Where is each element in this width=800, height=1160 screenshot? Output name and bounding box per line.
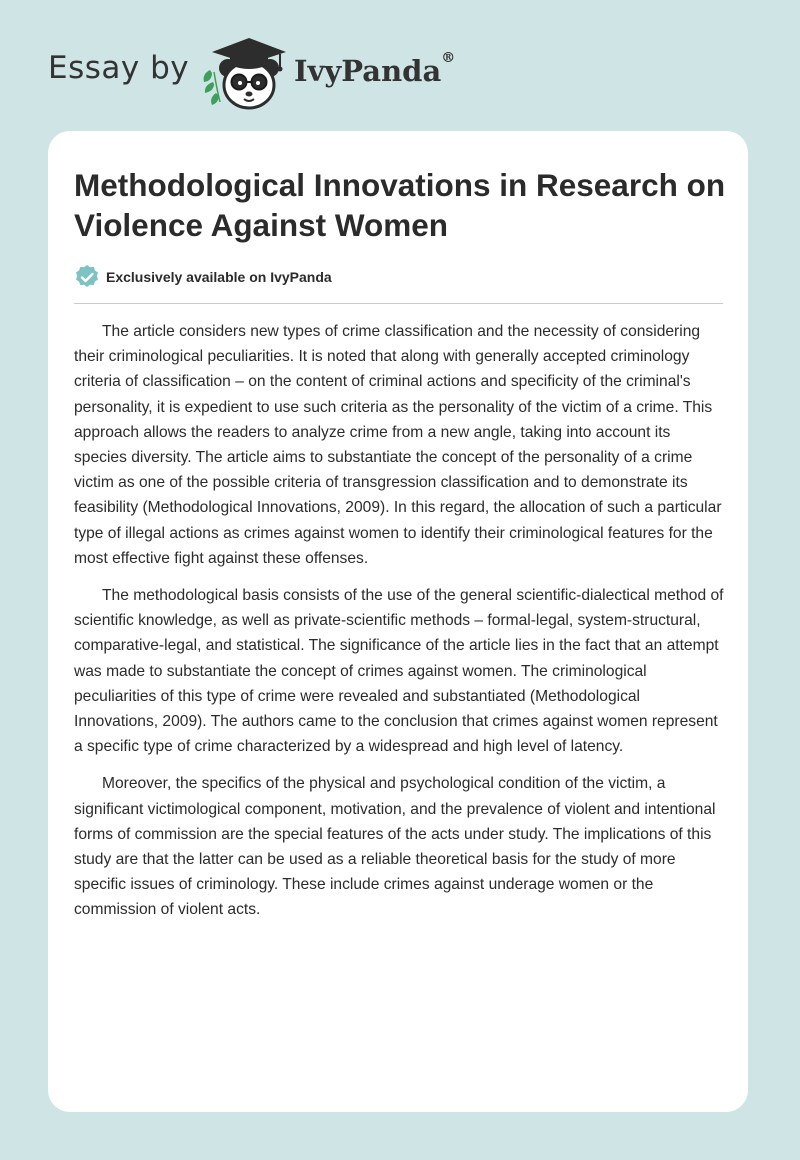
essay-by-label: Essay by [48, 50, 190, 86]
brand-name [294, 50, 456, 88]
panda-graduation-cap-icon [200, 30, 290, 112]
exclusive-badge-label: Exclusively available on IvyPanda [106, 269, 332, 285]
checkmark-circle-icon [74, 264, 100, 290]
essay-title: Methodological Innovations in Research on Violence Against Women [74, 167, 726, 243]
brand-text: IvyPanda [294, 54, 442, 88]
essay-body [74, 319, 724, 935]
essay-card [48, 131, 748, 1112]
title-divider [74, 303, 723, 304]
essay-paragraph: The article considers new types of crime classification and the necessity of considering their criminological peculiarities. It is noted that along with generally accepted criminology criteria of classification – on the content of criminal actions and specificity of the criminal's personality, it is expedient to use such criteria as the personality of the victim of a crime. This approach allows the readers to analyze crime from a new angle, taking into account its species diversity. The article aims to substantiate the concept of the personality of a crime victim as one of the possible criteria of transgression classification and to demonstrate its feasibility (Methodological Innovations, 2009). In this regard, the allocation of such a particular type of illegal actions as crimes against women to identify their criminological features for the most effective fight against these offenses. [74, 323, 722, 567]
registered-mark: ® [441, 50, 456, 66]
site-header [0, 0, 800, 130]
essay-paragraph: The methodological basis consists of the use of the general scientific-dialectical method of scientific knowledge, as well as private-scientific methods – formal-legal, system-structural, comparative-legal, and statistical. The significance of the article lies in the fact that an attempt was made to substantiate the concept of crimes against women. The criminological peculiarities of this type of crime were revealed and substantiated (Methodological Innovations, 2009). The authors came to the conclusion that crimes against women represent a specific type of crime characterized by a widespread and high level of latency. [74, 587, 724, 756]
exclusive-badge [74, 264, 332, 290]
essay-paragraph: Moreover, the specifics of the physical and psychological condition of the victim, a significant victimological component, motivation, and the prevalence of violent and intentional forms of commission are the special features of the acts under study. The implications of this study are that the latter can be used as a reliable theoretical basis for the study of more specific issues of criminology. These include crimes against underage women or the commission of violent acts. [74, 775, 716, 919]
